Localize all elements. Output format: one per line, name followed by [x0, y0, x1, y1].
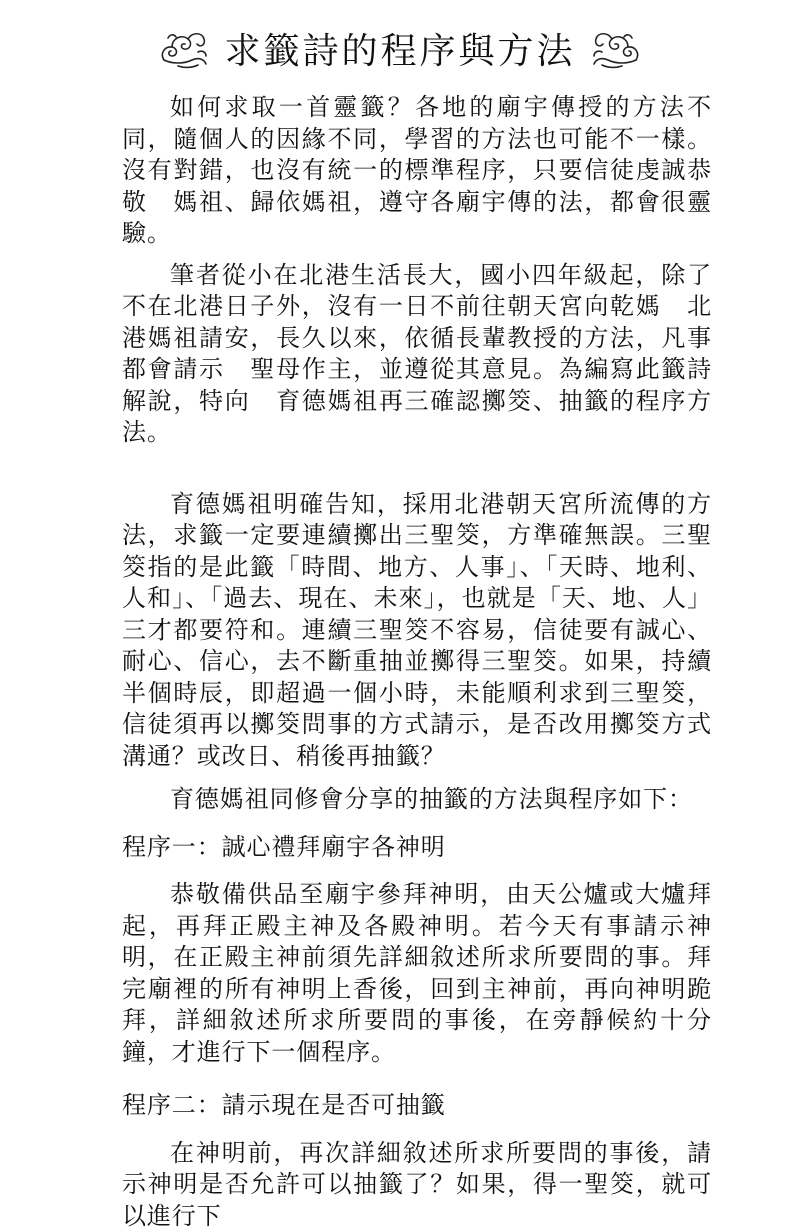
page-title: 求籤詩的程序與方法: [224, 23, 575, 74]
step-one-heading: 程序一：誠心禮拜廟宇各神明: [122, 832, 712, 864]
document-body: [122, 92, 712, 1232]
step-two-heading: 程序二：請示現在是否可抽籤: [122, 1090, 712, 1122]
title-row: [0, 18, 800, 78]
paragraph-intro: 如何求取一首靈籤？各地的廟宇傳授的方法不同，隨個人的因緣不同，學習的方法也可能不一樣。沒有對錯，也沒有統一的標準程序，只要信徒虔誠恭敬 媽祖、歸依媽祖，遵守各廟宇傳的法，都會很靈驗。: [122, 92, 712, 250]
cloud-scroll-ornament-right-icon: [590, 26, 642, 70]
paragraph-method: 育德媽祖明確告知，採用北港朝天宮所流傳的方法，求籤一定要連續擲出三聖筊，方準確無誤。三聖筊指的是此籤「時間、地方、人事」、「天時、地利、人和」、「過去、現在、未來」，也就是「天、地、人」三才都要符和。連續三聖筊不容易，信徒要有誠心、耐心、信心，去不斷重抽並擲得三聖筊。如果，持續半個時辰，即超過一個小時，未能順利求到三聖筊，信徒須再以擲筊問事的方式請示，是否改用擲筊方式溝通？或改日、稍後再抽籤？: [122, 489, 712, 773]
paragraph-author: 筆者從小在北港生活長大，國小四年級起，除了不在北港日子外，沒有一日不前往朝天宮向乾媽 北港媽祖請安，長久以來，依循長輩教授的方法，凡事都會請示 聖母作主，並遵從其意見。為編寫此籤詩解說，特向 育德媽祖再三確認擲筊、抽籤的程序方法。: [122, 260, 712, 449]
step-two-text: 在神明前，再次詳細敘述所求所要問的事後，請示神明是否允許可以抽籤了？如果，得一聖筊，就可以進行下: [122, 1138, 712, 1232]
paragraph-procedure-intro: 育德媽祖同修會分享的抽籤的方法與程序如下：: [122, 784, 712, 816]
cloud-scroll-ornament-left-icon: [158, 26, 210, 70]
step-one-text: 恭敬備供品至廟宇參拜神明，由天公爐或大爐拜起，再拜正殿主神及各殿神明。若今天有事請示神明，在正殿主神前須先詳細敘述所求所要問的事。拜完廟裡的所有神明上香後，回到主神前，再向神明跪拜，詳細敘述所求所要問的事後，在旁靜候約十分鐘，才進行下一個程序。: [122, 879, 712, 1068]
